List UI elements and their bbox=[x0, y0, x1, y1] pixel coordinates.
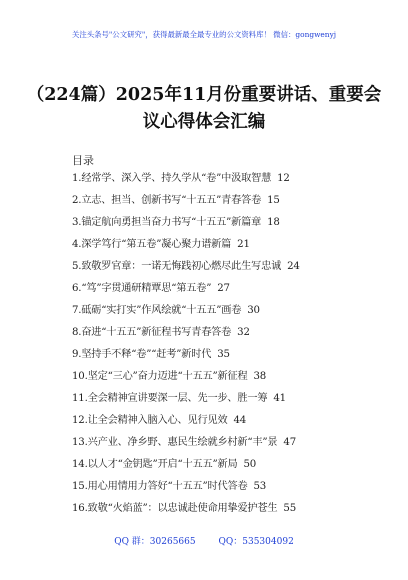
toc-item-text: 8.奋进“十五五”新征程书写青春答卷 bbox=[72, 327, 232, 338]
toc-item bbox=[72, 171, 372, 193]
toc-item bbox=[72, 193, 372, 215]
toc-item bbox=[72, 413, 372, 435]
toc-item-text: 5.致敬罗官章：一诺无悔践初心燃尽此生写忠诚 bbox=[72, 261, 282, 272]
toc-item-text: 7.砥砺“实打实”作风绘就“十五五”画卷 bbox=[72, 305, 242, 316]
toc-item-text: 2.立志、担当、创新书写“十五五”青春答卷 bbox=[72, 195, 262, 206]
toc-item bbox=[72, 479, 372, 501]
toc-item-page: 47 bbox=[283, 437, 296, 448]
toc-item bbox=[72, 259, 372, 281]
toc-item-page: 44 bbox=[233, 415, 247, 426]
toc-item bbox=[72, 237, 372, 259]
toc-heading: 目录 bbox=[72, 154, 94, 167]
toc-item-page: 18 bbox=[267, 217, 280, 228]
toc-item bbox=[72, 501, 372, 523]
toc-item-page: 41 bbox=[273, 393, 286, 404]
toc-item-text: 15.用心用情用力答好“十五五”时代答卷 bbox=[72, 481, 248, 492]
toc-item bbox=[72, 281, 372, 303]
toc-item-page: 35 bbox=[217, 349, 230, 360]
toc-item-text: 14.以人才“金钥匙”开启“十五五”新局 bbox=[72, 459, 238, 470]
toc-item bbox=[72, 369, 372, 391]
toc-item-text: 11.全会精神宣讲要深一层、先一步、胜一筹 bbox=[72, 393, 268, 404]
toc-item bbox=[72, 215, 372, 237]
toc-item-text: 6.“笃”字贯通研精覃思“第五卷” bbox=[72, 283, 212, 294]
toc-item-page: 30 bbox=[247, 305, 260, 316]
footer-qq-group: QQ 群：30265665 bbox=[114, 537, 196, 547]
toc-item-text: 16.致敬“火焰蓝”：以忠诚赴使命用挚爱护苍生 bbox=[72, 503, 278, 514]
toc-item-page: 32 bbox=[237, 327, 250, 338]
toc-item-text: 1.经常学、深入学、持久学从“卷”中汲取智慧 bbox=[72, 173, 272, 184]
toc-item bbox=[72, 325, 372, 347]
toc-item-page: 55 bbox=[283, 503, 296, 514]
toc-item bbox=[72, 347, 372, 369]
toc-item-page: 24 bbox=[287, 261, 300, 272]
toc-item bbox=[72, 391, 372, 413]
toc-item-page: 27 bbox=[217, 283, 230, 294]
header-note: 关注头条号"公文研究"，获得最新最全最专业的公文资料库！ 微信：gongwenyj bbox=[71, 30, 337, 39]
toc-item-page: 38 bbox=[253, 371, 267, 382]
toc-item-page: 50 bbox=[243, 459, 257, 470]
table-of-contents bbox=[72, 171, 372, 523]
document-title: （224篇）2025年11月份重要讲话、重要会议心得体会汇编 bbox=[26, 85, 382, 132]
toc-item-page: 15 bbox=[267, 195, 280, 206]
toc-item-page: 53 bbox=[253, 481, 267, 492]
toc-item-text: 12.让全会精神入脑入心、见行见效 bbox=[72, 415, 228, 426]
toc-item bbox=[72, 303, 372, 325]
toc-item-text: 4.深学笃行“第五卷”凝心聚力谱新篇 bbox=[72, 239, 232, 250]
toc-item bbox=[72, 435, 372, 457]
toc-item bbox=[72, 457, 372, 479]
footer-qq-number: QQ：535304092 bbox=[218, 537, 294, 547]
toc-item-text: 10.坚定“三心”奋力迈进“十五五”新征程 bbox=[72, 371, 248, 382]
footer-contact bbox=[0, 534, 408, 547]
toc-item-text: 9.坚持手不释“卷”“赶考”新时代 bbox=[72, 349, 212, 360]
toc-item-page: 12 bbox=[277, 173, 290, 184]
toc-item-text: 3.锚定航向勇担当奋力书写“十五五”新篇章 bbox=[72, 217, 262, 228]
toc-item-page: 21 bbox=[237, 239, 250, 250]
toc-item-text: 13.兴产业、净乡野、惠民生绘就乡村新“丰”景 bbox=[72, 437, 278, 448]
